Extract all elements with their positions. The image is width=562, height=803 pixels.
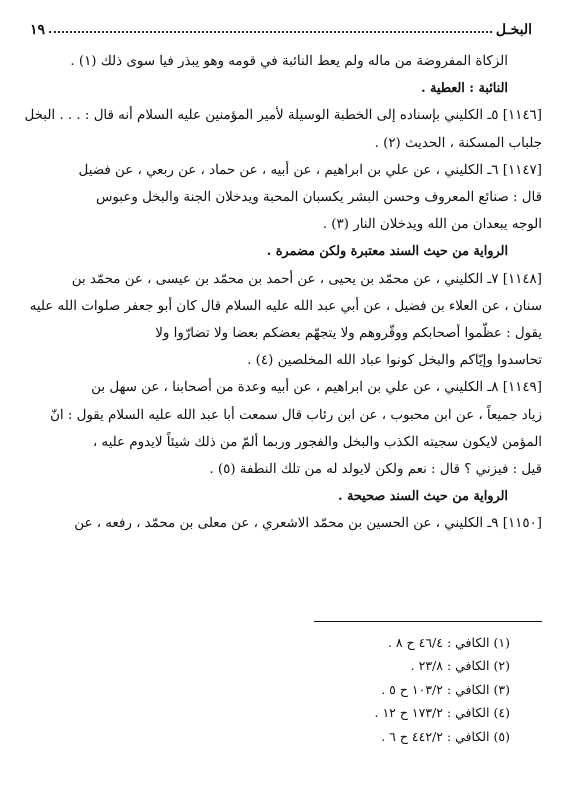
hadith-1147-line-3: الوجه يبعدان من الله ويدخلان النار (٣) .: [322, 217, 542, 233]
hadith-1148-line-3: يقول : عظّموا أصحابكم ووقّروهم ولا يتجهّم بعضكم بعضا ولا تضارّوا ولا: [155, 326, 542, 342]
text-line: الزكاة المفروضة من ماله ولم يعط النائبة في قومه وهو يبذر فيا سوى ذلك (١) .: [70, 54, 508, 69]
hadith-1149-line-4: قيل : فيزني ؟ قال : نعم ولكن لايولد له من تلك النطفة (٥) .: [209, 462, 542, 478]
hadith-1147-line-2: قال : صنائع المعروف وحسن البشر يكسبان المحبة ويدخلان الجنة والبخل وعبوس: [96, 190, 542, 206]
header-dotted-leader: [49, 31, 492, 33]
hadith-1146-line-1: [١١٤٦] ٥ـ الكليني بإسناده إلى الخطبة الوسيلة لأمير المؤمنين عليه السلام أنه قال : . . . البخل: [24, 108, 542, 124]
isnad-assessment: الرواية من حيث السند صحيحة .: [338, 489, 508, 505]
page-number: ١٩: [30, 22, 46, 38]
hadith-1148-line-1: [١١٤٨] ٧ـ الكليني ، عن محمّد بن يحيى ، عن أحمد بن محمّد بن عيسى ، عن محمّد بن: [71, 271, 542, 287]
hadith-1147-line-1: [١١٤٧] ٦ـ الكليني ، عن علي بن ابراهيم ، عن أبيه ، عن حماد ، عن ربعي ، عن فضيل: [78, 162, 542, 178]
page-header: [30, 14, 532, 38]
main-text: [22, 48, 542, 538]
running-title: البخـل: [495, 22, 532, 38]
hadith-1146-line-2: جلباب المسكنة ، الحديث (٢) .: [374, 135, 542, 151]
footnote-item: (١) الكافي : ٤٦/٤ ح ٨ .: [387, 635, 510, 650]
hadith-1149-line-1: [١١٤٩] ٨ـ الكليني ، عن علي بن ابراهيم ، عن أبيه وعدة من أصحابنا ، عن سهل بن: [91, 380, 542, 396]
footnotes: [200, 631, 542, 748]
footnote-item: (٣) الكافي : ١٠٣/٢ ح ٥ .: [381, 681, 510, 697]
footnote-item: (٤) الكافي : ١٧٣/٢ ح ١٢ .: [374, 705, 510, 721]
hadith-1148-line-2: سنان ، عن العلاء بن فضيل ، عن أبي عبد الله عليه السلام قال كان أبو جعفر صلوات الله عليه: [29, 298, 542, 314]
hadith-1150-line-1: [١١٥٠] ٩ـ الكليني ، عن الحسين بن محمّد الاشعري ، عن معلى بن محمّد ، رفعه ، عن: [74, 516, 542, 532]
footnote-separator: [314, 621, 542, 622]
hadith-1149-line-3: المؤمن لايكون سجيته الكذب والبخل والفجور وربما ألمّ من ذلك شيئاً لايدوم عليه ،: [92, 434, 542, 450]
footnote-item: (٢) الكافي : ٢٣/٨ .: [410, 658, 510, 674]
hadith-1149-line-2: زياد جميعاً ، عن ابن محبوب ، عن ابن رئاب قال سمعت أبا عبد الله عليه السلام يقول : انّ: [50, 407, 542, 423]
hadith-1148-line-4: تحاسدوا وإيّاكم والبخل كونوا عباد الله المخلصين (٤) .: [247, 353, 542, 369]
definition-note: النائبة : العطية .: [421, 81, 508, 97]
isnad-assessment: الرواية من حيث السند معتبرة ولكن مضمرة .: [266, 244, 508, 260]
footnote-item: (٥) الكافي : ٤٤٢/٢ ح ٦ .: [381, 728, 510, 744]
